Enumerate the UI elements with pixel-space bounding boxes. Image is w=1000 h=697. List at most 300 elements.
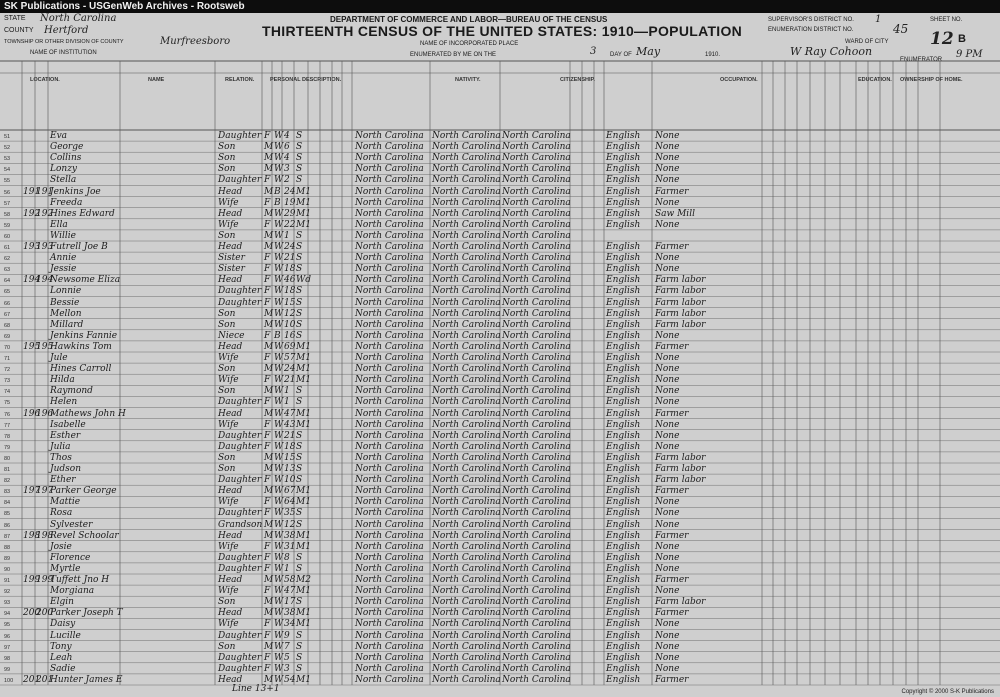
row-88-name: Josie bbox=[50, 541, 72, 552]
row-93-bp: North Carolina bbox=[355, 597, 424, 608]
row-87-race: W bbox=[274, 530, 284, 541]
row-92-mbp: North Carolina bbox=[502, 586, 571, 597]
row-89-sex: F bbox=[264, 552, 271, 563]
row-76-age: 47 bbox=[284, 408, 296, 419]
row-82-rel: Daughter bbox=[218, 475, 262, 486]
row-97-rel: Son bbox=[218, 641, 236, 652]
county-value: Hertford bbox=[44, 25, 89, 36]
row-79-bp: North Carolina bbox=[355, 441, 424, 452]
row-100-rel: Head bbox=[218, 674, 243, 685]
row-57-line: 57 bbox=[4, 200, 11, 207]
row-67-occ: Farm labor bbox=[655, 308, 706, 319]
row-57-rel: Wife bbox=[218, 197, 239, 208]
row-94-bp: North Carolina bbox=[355, 608, 424, 619]
row-51-race: W bbox=[274, 131, 284, 141]
row-63-fbp: North Carolina bbox=[432, 264, 501, 275]
row-87-dw: 198 bbox=[23, 530, 41, 541]
row-71-bp: North Carolina bbox=[355, 353, 424, 363]
row-66-age: 15 bbox=[284, 297, 296, 308]
row-64-occ: Farm labor bbox=[655, 275, 706, 286]
row-82-line: 82 bbox=[4, 478, 11, 485]
row-69-occ: None bbox=[655, 330, 680, 341]
row-53-name: Collins bbox=[50, 153, 82, 164]
enumerated-label: ENUMERATED BY ME ON THE bbox=[410, 52, 497, 58]
row-61-race: W bbox=[274, 242, 284, 252]
row-81-race: W bbox=[274, 464, 284, 474]
row-52-line: 52 bbox=[4, 145, 11, 152]
row-58-mbp: North Carolina bbox=[502, 208, 571, 219]
row-99-line: 99 bbox=[4, 666, 11, 673]
row-58-fbp: North Carolina bbox=[432, 208, 501, 219]
row-86-occ: None bbox=[655, 519, 680, 530]
row-69-name: Jenkins Fannie bbox=[50, 330, 118, 341]
row-68-mbp: North Carolina bbox=[502, 319, 571, 330]
row-67-bp: North Carolina bbox=[355, 308, 424, 319]
row-82-race: W bbox=[274, 475, 284, 486]
row-63-mbp: North Carolina bbox=[502, 264, 571, 275]
row-52-bp: North Carolina bbox=[355, 142, 424, 153]
row-71-lang: English bbox=[606, 353, 641, 363]
row-94-mbp: North Carolina bbox=[502, 608, 571, 619]
row-93-occ: Farm labor bbox=[655, 597, 706, 608]
row-58-fam: 192 bbox=[36, 208, 54, 219]
col-location: LOCATION. bbox=[30, 77, 60, 83]
row-91-occ: Farmer bbox=[655, 575, 689, 585]
row-78-occ: None bbox=[655, 430, 680, 441]
county-label: COUNTY bbox=[4, 27, 34, 34]
row-75-bp: North Carolina bbox=[355, 397, 424, 408]
row-96-line: 96 bbox=[4, 633, 11, 640]
row-56-lang: English bbox=[606, 186, 641, 197]
row-61-rel: Head bbox=[218, 242, 243, 252]
row-81-rel: Son bbox=[218, 464, 236, 474]
row-71-race: W bbox=[274, 353, 284, 363]
department-line: DEPARTMENT OF COMMERCE AND LABOR—BUREAU OF THE CENSUS bbox=[330, 15, 608, 24]
row-92-rel: Wife bbox=[218, 586, 239, 597]
row-77-rel: Wife bbox=[218, 419, 239, 430]
row-84-occ: None bbox=[655, 497, 680, 508]
row-54-occ: None bbox=[655, 164, 680, 175]
row-70-age: 69 bbox=[284, 341, 296, 352]
row-92-bp: North Carolina bbox=[355, 586, 424, 597]
row-89-lang: English bbox=[606, 552, 641, 563]
row-80-ms: S bbox=[296, 452, 303, 463]
row-91-dw: 199 bbox=[23, 575, 41, 585]
row-89-name: Florence bbox=[50, 552, 91, 563]
row-80-bp: North Carolina bbox=[355, 452, 424, 463]
row-57-bp: North Carolina bbox=[355, 197, 424, 208]
row-65-race: W bbox=[274, 286, 284, 297]
row-99-name: Sadie bbox=[50, 663, 76, 674]
row-62-line: 62 bbox=[4, 256, 11, 263]
row-77-lang: English bbox=[606, 419, 641, 430]
row-93-lang: English bbox=[606, 597, 641, 608]
row-80-fbp: North Carolina bbox=[432, 452, 501, 463]
row-52-age: 6 bbox=[284, 142, 290, 153]
row-63-sex: F bbox=[264, 264, 271, 275]
row-80-lang: English bbox=[606, 452, 641, 463]
row-61-line: 61 bbox=[4, 245, 11, 251]
row-92-sex: F bbox=[264, 586, 271, 597]
row-90-race: W bbox=[274, 563, 284, 574]
row-65-lang: English bbox=[606, 286, 641, 297]
row-85-race: W bbox=[274, 508, 284, 519]
row-61-name: Futrell Joe B bbox=[50, 242, 108, 252]
row-84-lang: English bbox=[606, 497, 641, 508]
row-74-ms: S bbox=[296, 386, 303, 397]
row-96-age: 9 bbox=[284, 630, 290, 641]
row-51-bp: North Carolina bbox=[355, 131, 424, 141]
row-95-ms: M1 bbox=[296, 619, 311, 630]
year-label: 1910. bbox=[705, 52, 721, 58]
row-96-bp: North Carolina bbox=[355, 630, 424, 641]
row-87-fbp: North Carolina bbox=[432, 530, 501, 541]
row-55-bp: North Carolina bbox=[355, 175, 424, 186]
row-56-line: 56 bbox=[4, 189, 11, 196]
row-73-sex: F bbox=[264, 375, 271, 386]
township-label: TOWNSHIP OR OTHER DIVISION OF COUNTY bbox=[4, 39, 124, 45]
row-87-lang: English bbox=[606, 530, 641, 541]
row-77-bp: North Carolina bbox=[355, 419, 424, 430]
row-61-dw: 193 bbox=[23, 242, 41, 252]
row-56-race: B bbox=[274, 186, 281, 197]
row-82-age: 10 bbox=[284, 475, 296, 486]
row-75-lang: English bbox=[606, 397, 641, 408]
row-74-lang: English bbox=[606, 386, 641, 397]
row-53-occ: None bbox=[655, 153, 680, 164]
row-76-ms: M1 bbox=[296, 408, 311, 419]
row-58-bp: North Carolina bbox=[355, 208, 424, 219]
row-75-name: Helen bbox=[50, 397, 78, 408]
row-63-occ: None bbox=[655, 264, 680, 275]
row-85-rel: Daughter bbox=[218, 508, 262, 519]
row-88-rel: Wife bbox=[218, 541, 239, 552]
row-100-race: W bbox=[274, 674, 284, 685]
row-91-mbp: North Carolina bbox=[502, 575, 571, 585]
row-59-race: W bbox=[274, 219, 284, 230]
row-79-race: W bbox=[274, 441, 284, 452]
row-58-line: 58 bbox=[4, 211, 11, 218]
row-95-fbp: North Carolina bbox=[432, 619, 501, 630]
row-91-sex: M bbox=[264, 575, 274, 585]
row-79-age: 18 bbox=[284, 441, 296, 452]
row-63-race: W bbox=[274, 264, 284, 275]
row-55-occ: None bbox=[655, 175, 680, 186]
row-68-bp: North Carolina bbox=[355, 319, 424, 330]
row-65-fbp: North Carolina bbox=[432, 286, 501, 297]
row-81-age: 13 bbox=[284, 464, 296, 474]
row-57-race: B bbox=[274, 197, 281, 208]
row-88-ms: M1 bbox=[296, 541, 311, 552]
row-91-ms: M2 bbox=[296, 575, 311, 585]
row-67-line: 67 bbox=[4, 311, 11, 318]
row-54-age: 3 bbox=[284, 164, 290, 175]
row-55-fbp: North Carolina bbox=[432, 175, 501, 186]
row-60-fbp: North Carolina bbox=[432, 230, 501, 241]
row-51-mbp: North Carolina bbox=[502, 131, 571, 141]
row-72-sex: M bbox=[264, 364, 274, 375]
row-73-line: 73 bbox=[4, 378, 11, 385]
row-89-bp: North Carolina bbox=[355, 552, 424, 563]
row-73-rel: Wife bbox=[218, 375, 239, 386]
state-value: North Carolina bbox=[40, 13, 117, 24]
col-personal: PERSONAL DESCRIPTION. bbox=[270, 77, 342, 83]
row-81-bp: North Carolina bbox=[355, 464, 424, 474]
row-87-sex: M bbox=[264, 530, 274, 541]
row-97-name: Tony bbox=[50, 641, 72, 652]
row-59-fbp: North Carolina bbox=[432, 219, 501, 230]
row-51-rel: Daughter bbox=[218, 131, 262, 141]
day-of-label: DAY OF bbox=[610, 52, 632, 58]
place-label: NAME OF INCORPORATED PLACE bbox=[420, 41, 519, 47]
row-90-name: Myrtle bbox=[50, 563, 81, 574]
row-81-lang: English bbox=[606, 464, 641, 474]
row-63-name: Jessie bbox=[50, 264, 77, 275]
row-60-mbp: North Carolina bbox=[502, 230, 571, 241]
row-55-age: 2 bbox=[284, 175, 290, 186]
row-88-age: 31 bbox=[284, 541, 296, 552]
row-91-fam: 199 bbox=[36, 575, 54, 585]
row-58-name: Hines Edward bbox=[50, 208, 115, 219]
row-76-fbp: North Carolina bbox=[432, 408, 501, 419]
row-77-mbp: North Carolina bbox=[502, 419, 571, 430]
row-81-fbp: North Carolina bbox=[432, 464, 501, 474]
row-99-occ: None bbox=[655, 663, 680, 674]
row-62-name: Annie bbox=[50, 253, 77, 264]
row-81-name: Judson bbox=[50, 464, 81, 474]
col-citizenship: CITIZENSHIP. bbox=[560, 77, 596, 83]
row-69-lang: English bbox=[606, 330, 641, 341]
row-53-fbp: North Carolina bbox=[432, 153, 501, 164]
row-57-lang: English bbox=[606, 197, 641, 208]
row-54-fbp: North Carolina bbox=[432, 164, 501, 175]
row-54-bp: North Carolina bbox=[355, 164, 424, 175]
row-66-race: W bbox=[274, 297, 284, 308]
row-64-sex: F bbox=[264, 275, 271, 286]
row-71-ms: M1 bbox=[296, 353, 311, 363]
row-99-race: W bbox=[274, 663, 284, 674]
row-61-sex: M bbox=[264, 242, 274, 252]
row-70-sex: M bbox=[264, 341, 274, 352]
row-74-mbp: North Carolina bbox=[502, 386, 571, 397]
row-52-fbp: North Carolina bbox=[432, 142, 501, 153]
row-70-line: 70 bbox=[4, 344, 11, 351]
row-52-lang: English bbox=[606, 142, 641, 153]
row-96-lang: English bbox=[606, 630, 641, 641]
row-99-rel: Daughter bbox=[218, 663, 262, 674]
row-98-race: W bbox=[274, 652, 284, 663]
row-63-rel: Sister bbox=[218, 264, 245, 275]
row-64-age: 46 bbox=[284, 275, 296, 286]
row-90-line: 90 bbox=[4, 566, 11, 573]
row-95-rel: Wife bbox=[218, 619, 239, 630]
row-99-bp: North Carolina bbox=[355, 663, 424, 674]
row-61-occ: Farmer bbox=[655, 242, 689, 252]
row-58-occ: Saw Mill bbox=[655, 208, 695, 219]
row-69-age: 16 bbox=[284, 330, 296, 341]
col-relation: RELATION. bbox=[225, 77, 255, 83]
row-52-occ: None bbox=[655, 142, 680, 153]
row-94-rel: Head bbox=[218, 608, 243, 619]
row-76-sex: M bbox=[264, 408, 274, 419]
row-88-lang: English bbox=[606, 541, 641, 552]
row-53-line: 53 bbox=[4, 156, 11, 163]
row-100-fbp: North Carolina bbox=[432, 674, 501, 685]
row-52-rel: Son bbox=[218, 142, 236, 153]
row-69-race: B bbox=[274, 330, 281, 341]
row-91-age: 58 bbox=[284, 575, 296, 585]
row-71-name: Jule bbox=[50, 353, 68, 363]
row-58-rel: Head bbox=[218, 208, 243, 219]
row-79-sex: F bbox=[264, 441, 271, 452]
row-88-bp: North Carolina bbox=[355, 541, 424, 552]
row-83-dw: 197 bbox=[23, 486, 41, 497]
row-70-fbp: North Carolina bbox=[432, 341, 501, 352]
township-value: Murfreesboro bbox=[160, 36, 231, 47]
row-83-sex: M bbox=[264, 486, 274, 497]
sheet-title: THIRTEENTH CENSUS OF THE UNITED STATES: 1910—POPULATION bbox=[262, 23, 743, 39]
row-69-mbp: North Carolina bbox=[502, 330, 571, 341]
row-84-sex: F bbox=[264, 497, 271, 508]
row-51-line: 51 bbox=[4, 134, 11, 140]
row-65-age: 18 bbox=[284, 286, 296, 297]
row-56-fbp: North Carolina bbox=[432, 186, 501, 197]
row-78-lang: English bbox=[606, 430, 641, 441]
row-66-fbp: North Carolina bbox=[432, 297, 501, 308]
row-73-lang: English bbox=[606, 375, 641, 386]
row-58-ms: M1 bbox=[296, 208, 311, 219]
row-98-bp: North Carolina bbox=[355, 652, 424, 663]
row-60-rel: Son bbox=[218, 230, 236, 241]
row-53-sex: M bbox=[264, 153, 274, 164]
row-100-sex: M bbox=[264, 674, 274, 685]
row-83-race: W bbox=[274, 486, 284, 497]
row-92-occ: None bbox=[655, 586, 680, 597]
row-83-mbp: North Carolina bbox=[502, 486, 571, 497]
row-70-rel: Head bbox=[218, 341, 243, 352]
row-59-rel: Wife bbox=[218, 219, 239, 230]
row-79-ms: S bbox=[296, 441, 303, 452]
row-99-ms: S bbox=[296, 663, 303, 674]
row-95-name: Daisy bbox=[50, 619, 76, 630]
row-82-bp: North Carolina bbox=[355, 475, 424, 486]
row-75-age: 1 bbox=[284, 397, 290, 408]
row-76-race: W bbox=[274, 408, 284, 419]
row-55-race: W bbox=[274, 175, 284, 186]
row-86-sex: M bbox=[264, 519, 274, 530]
row-56-name: Jenkins Joe bbox=[50, 186, 101, 197]
row-86-race: W bbox=[274, 519, 284, 530]
row-94-lang: English bbox=[606, 608, 641, 619]
row-69-sex: F bbox=[264, 330, 271, 341]
row-86-line: 86 bbox=[4, 522, 11, 529]
row-93-line: 93 bbox=[4, 600, 11, 607]
row-77-sex: F bbox=[264, 419, 271, 430]
row-79-lang: English bbox=[606, 441, 641, 452]
row-71-mbp: North Carolina bbox=[502, 353, 571, 363]
row-96-rel: Daughter bbox=[218, 630, 262, 641]
row-76-rel: Head bbox=[218, 408, 243, 419]
row-63-ms: S bbox=[296, 264, 303, 275]
margin-note: 9 PM bbox=[956, 49, 983, 60]
row-55-rel: Daughter bbox=[218, 175, 262, 186]
row-87-age: 38 bbox=[284, 530, 296, 541]
row-72-lang: English bbox=[606, 364, 641, 375]
row-52-mbp: North Carolina bbox=[502, 142, 571, 153]
row-76-fam: 196 bbox=[36, 408, 54, 419]
row-90-bp: North Carolina bbox=[355, 563, 424, 574]
row-68-name: Millard bbox=[50, 319, 84, 330]
row-75-fbp: North Carolina bbox=[432, 397, 501, 408]
row-94-sex: M bbox=[264, 608, 274, 619]
row-97-race: W bbox=[274, 641, 284, 652]
row-87-line: 87 bbox=[4, 533, 11, 540]
row-93-fbp: North Carolina bbox=[432, 597, 501, 608]
row-83-ms: M1 bbox=[296, 486, 311, 497]
row-82-sex: F bbox=[264, 475, 271, 486]
row-64-bp: North Carolina bbox=[355, 275, 424, 286]
row-98-occ: None bbox=[655, 652, 680, 663]
row-74-fbp: North Carolina bbox=[432, 386, 501, 397]
row-70-occ: Farmer bbox=[655, 341, 689, 352]
row-67-rel: Son bbox=[218, 308, 236, 319]
row-67-lang: English bbox=[606, 308, 641, 319]
row-65-rel: Daughter bbox=[218, 286, 262, 297]
row-66-line: 66 bbox=[4, 300, 11, 307]
row-55-sex: F bbox=[264, 175, 271, 186]
row-64-fbp: North Carolina bbox=[432, 275, 501, 286]
row-78-ms: S bbox=[296, 430, 303, 441]
row-67-age: 12 bbox=[284, 308, 296, 319]
row-53-mbp: North Carolina bbox=[502, 153, 571, 164]
row-97-fbp: North Carolina bbox=[432, 641, 501, 652]
row-60-bp: North Carolina bbox=[355, 230, 424, 241]
row-76-name: Mathews John H bbox=[50, 408, 126, 419]
row-87-name: Revel Schoolar bbox=[50, 530, 119, 541]
row-62-sex: F bbox=[264, 253, 271, 264]
row-94-name: Parker Joseph T bbox=[50, 608, 123, 619]
row-78-fbp: North Carolina bbox=[432, 430, 501, 441]
row-62-occ: None bbox=[655, 253, 680, 264]
row-60-line: 60 bbox=[4, 233, 11, 240]
row-80-occ: Farm labor bbox=[655, 452, 706, 463]
row-99-lang: English bbox=[606, 663, 641, 674]
row-56-rel: Head bbox=[218, 186, 243, 197]
row-78-sex: F bbox=[264, 430, 271, 441]
row-89-mbp: North Carolina bbox=[502, 552, 571, 563]
row-81-occ: Farm labor bbox=[655, 464, 706, 474]
row-57-ms: M1 bbox=[296, 197, 311, 208]
row-77-line: 77 bbox=[4, 422, 11, 429]
row-89-race: W bbox=[274, 552, 284, 563]
row-64-lang: English bbox=[606, 275, 641, 286]
col-name: NAME bbox=[148, 77, 165, 83]
row-97-sex: M bbox=[264, 641, 274, 652]
row-85-fbp: North Carolina bbox=[432, 508, 501, 519]
enumerator-signature: W Ray Cohoon bbox=[790, 45, 873, 58]
row-73-name: Hilda bbox=[50, 375, 75, 386]
row-57-mbp: North Carolina bbox=[502, 197, 571, 208]
row-97-occ: None bbox=[655, 641, 680, 652]
row-89-occ: None bbox=[655, 552, 680, 563]
row-67-fbp: North Carolina bbox=[432, 308, 501, 319]
row-96-fbp: North Carolina bbox=[432, 630, 501, 641]
row-92-ms: M1 bbox=[296, 586, 311, 597]
row-73-race: W bbox=[274, 375, 284, 386]
row-62-bp: North Carolina bbox=[355, 253, 424, 264]
state-label: STATE bbox=[4, 15, 26, 22]
row-79-rel: Daughter bbox=[218, 441, 262, 452]
